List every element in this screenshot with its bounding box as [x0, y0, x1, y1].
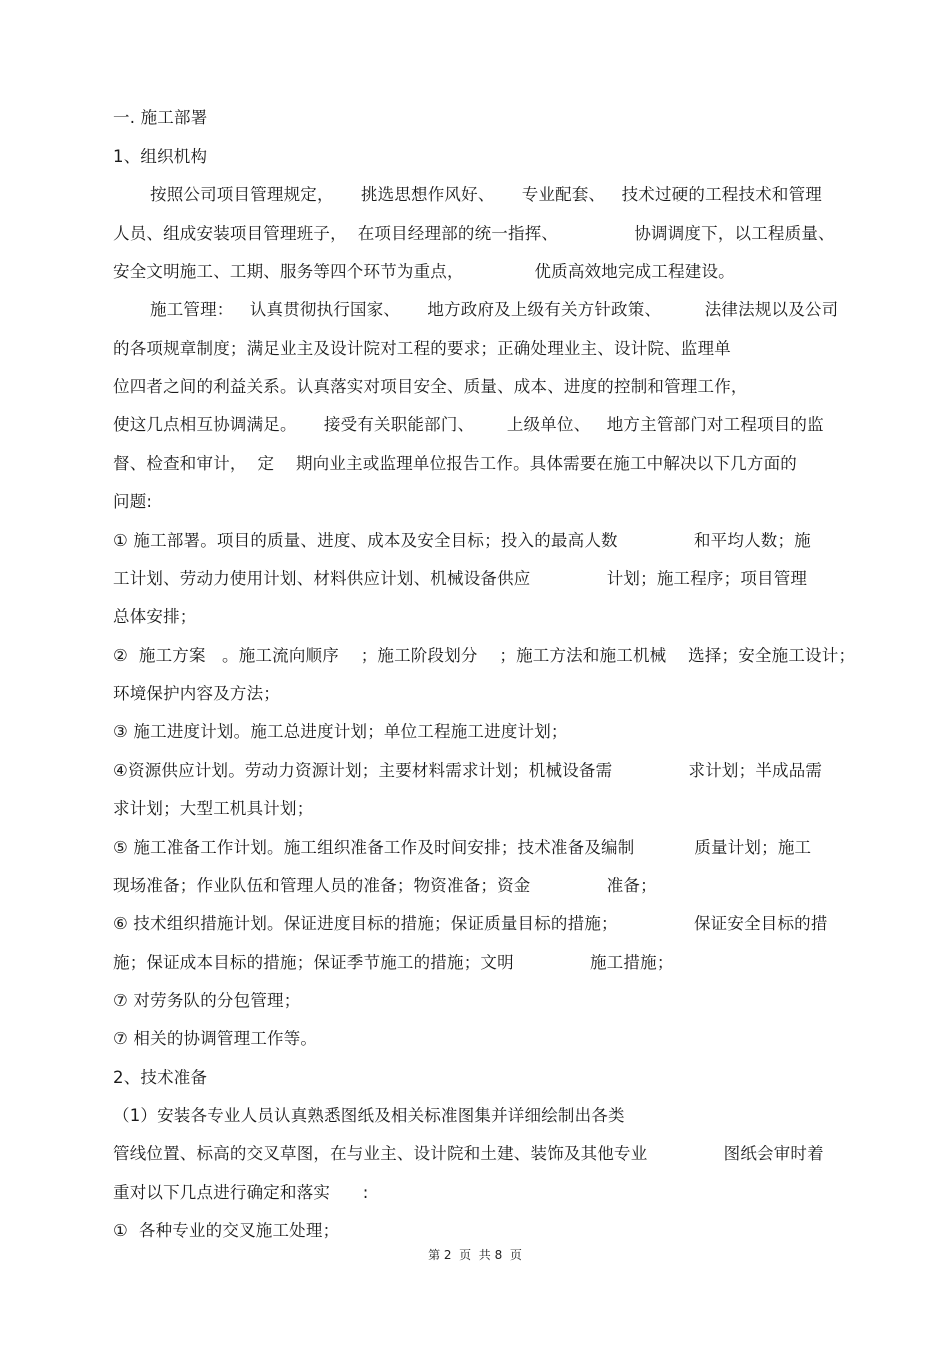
list-item-line: ① 施工部署。项目的质量、进度、成本及安全目标；投入的最高人数 和平均人数；施: [113, 531, 811, 550]
subsection-heading: 2、技术准备: [113, 1068, 208, 1087]
paragraph-line: 安全文明施工、工期、服务等四个环节为重点， 优质高效地完成工程建设。: [113, 262, 735, 281]
list-item-line: ⑥ 技术组织措施计划。保证进度目标的措施；保证质量目标的措施； 保证安全目标的措: [113, 914, 828, 933]
list-item-line: 现场准备；作业队伍和管理人员的准备；物资准备；资金 准备；: [113, 876, 657, 895]
paragraph-line: 施工管理： 认真贯彻执行国家、 地方政府及上级有关方针政策、 法律法规以及公司: [150, 300, 839, 319]
paragraph-line: 问题:: [113, 492, 153, 511]
paragraph-line: 人员、组成安装项目管理班子， 在项目经理部的统一指挥、 协调调度下，以工程质量、: [113, 224, 835, 243]
list-item-line: ⑦ 相关的协调管理工作等。: [113, 1029, 318, 1048]
page-number-footer: 第 2 页 共 8 页: [428, 1248, 522, 1262]
paragraph-line: 的各项规章制度；满足业主及设计院对工程的要求；正确处理业主、设计院、监理单: [113, 339, 731, 358]
paragraph-line: （1）安装各专业人员认真熟悉图纸及相关标准图集并详细绘制出各类: [113, 1106, 625, 1125]
list-item-line: ④资源供应计划。劳动力资源计划；主要材料需求计划；机械设备需 求计划；半成品需: [113, 761, 823, 780]
list-item-line: 环境保护内容及方法；: [113, 684, 280, 703]
paragraph-line: 按照公司项目管理规定， 挑选思想作风好、 专业配套、 技术过硬的工程技术和管理: [150, 185, 822, 204]
list-item-line: ⑤ 施工准备工作计划。施工组织准备工作及时间安排；技术准备及编制 质量计划；施工: [113, 838, 812, 857]
list-item-line: ② 施工方案 。施工流向顺序 ；施工阶段划分 ；施工方法和施工机械 选择；安全施工设计；: [113, 646, 856, 665]
paragraph-line: 管线位置、标高的交叉草图，在与业主、设计院和土建、装饰及其他专业 图纸会审时着: [113, 1144, 824, 1163]
section-heading: 一. 施工部署: [113, 108, 208, 127]
paragraph-line: 使这几点相互协调满足。 接受有关职能部门、 上级单位、 地方主管部门对工程项目的监: [113, 415, 824, 434]
paragraph-line: 重对以下几点进行确定和落实 :: [113, 1183, 369, 1202]
paragraph-line: 督、检查和审计， 定 期向业主或监理单位报告工作。具体需要在施工中解决以下几方面的: [113, 454, 797, 473]
list-item-line: ① 各种专业的交叉施工处理；: [113, 1221, 340, 1240]
paragraph-line: 位四者之间的利益关系。认真落实对项目安全、质量、成本、进度的控制和管理工作，: [113, 377, 748, 396]
list-item-line: ⑦ 对劳务队的分包管理；: [113, 991, 301, 1010]
list-item-line: 工计划、劳动力使用计划、材料供应计划、机械设备供应 计划；施工程序；项目管理: [113, 569, 808, 588]
subsection-heading: 1、组织机构: [113, 147, 208, 166]
list-item-line: 施；保证成本目标的措施；保证季节施工的措施；文明 施工措施；: [113, 953, 674, 972]
list-item-line: 求计划；大型工机具计划；: [113, 799, 314, 818]
list-item-line: 总体安排；: [113, 607, 197, 626]
list-item-line: ③ 施工进度计划。施工总进度计划；单位工程施工进度计划；: [113, 722, 568, 741]
